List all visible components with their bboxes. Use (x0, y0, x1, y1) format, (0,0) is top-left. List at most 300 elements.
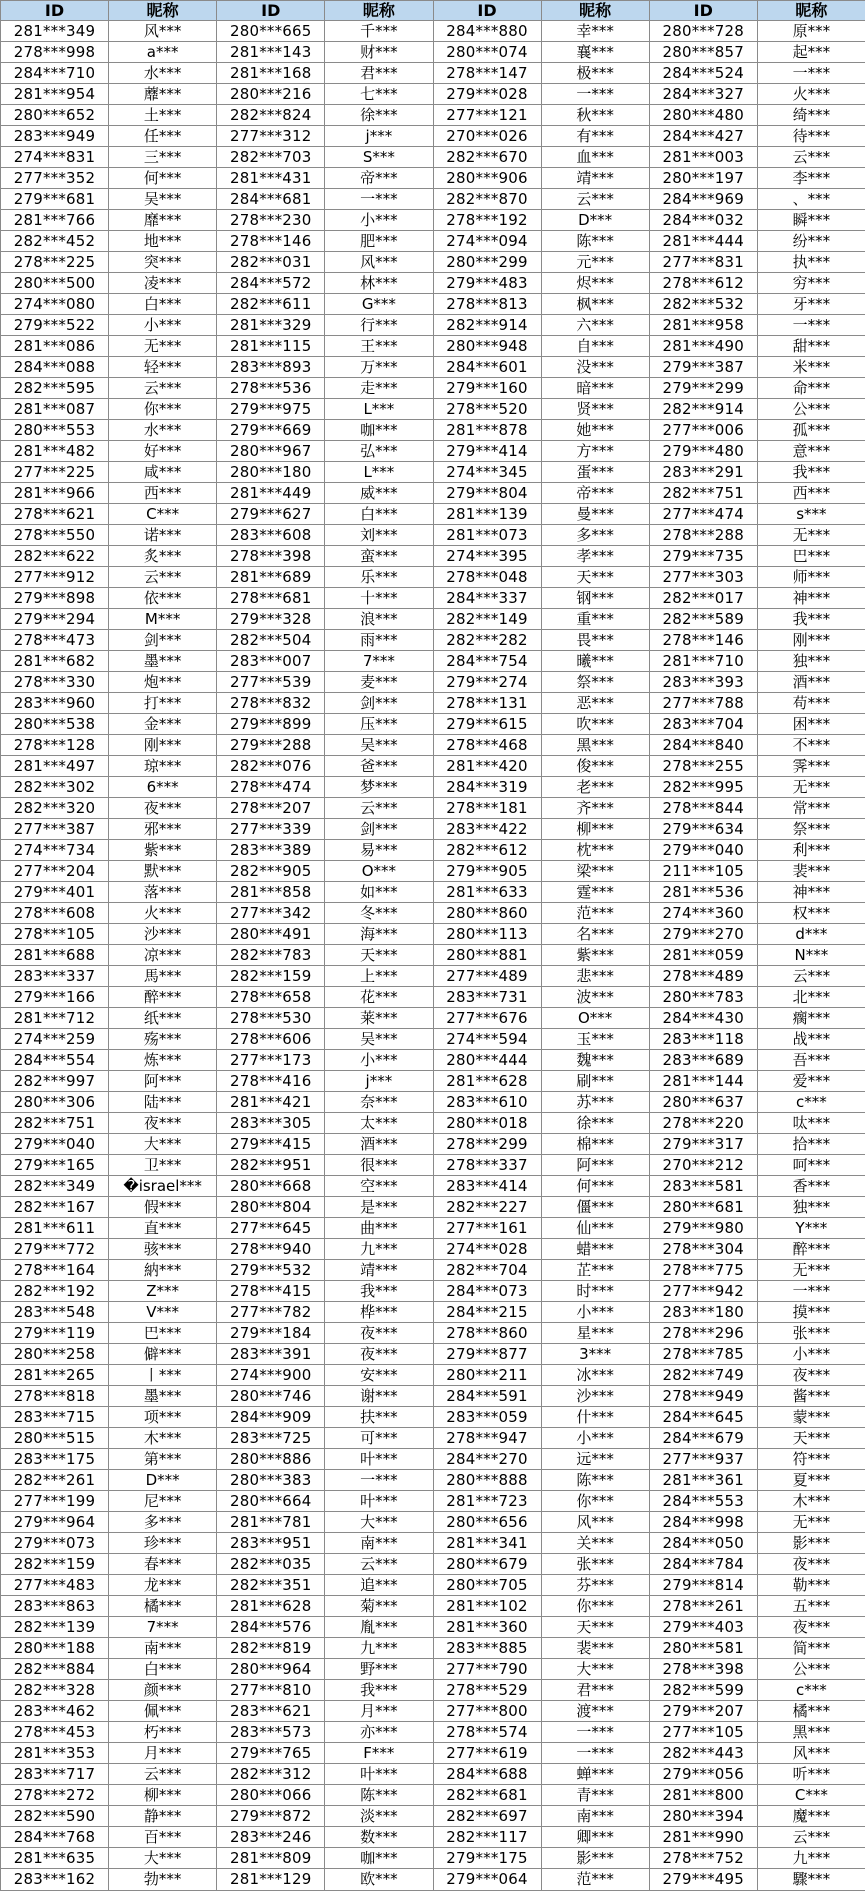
nickname-cell: 吴*** (109, 189, 217, 210)
user-id-cell: 282***704 (433, 1260, 541, 1281)
table-row (1, 168, 865, 189)
nickname-cell: 我*** (325, 1281, 433, 1302)
nickname-cell: 纷*** (757, 231, 865, 252)
nickname-cell: 云*** (109, 378, 217, 399)
user-id-cell: 279***056 (649, 1764, 757, 1785)
nickname-cell: 幸*** (541, 21, 649, 42)
user-id-cell: 284***032 (649, 210, 757, 231)
nickname-cell: 夜*** (757, 1365, 865, 1386)
user-id-cell: 280***066 (217, 1785, 325, 1806)
user-id-cell: 281***781 (217, 1512, 325, 1533)
nickname-cell: 天*** (325, 945, 433, 966)
table-row (1, 840, 865, 861)
nickname-cell: 绮*** (757, 105, 865, 126)
nickname-cell: 数*** (325, 1827, 433, 1848)
user-id-cell: 279***804 (433, 483, 541, 504)
user-id-cell: 274***395 (433, 546, 541, 567)
header-row (1, 1, 865, 21)
nickname-cell: 大*** (109, 1134, 217, 1155)
nickname-cell: 小*** (325, 210, 433, 231)
user-id-cell: 278***775 (649, 1260, 757, 1281)
user-id-cell: 211***105 (649, 861, 757, 882)
user-id-cell: 279***387 (649, 357, 757, 378)
user-id-cell: 280***180 (217, 462, 325, 483)
user-id-cell: 284***998 (649, 1512, 757, 1533)
nickname-cell: 听*** (757, 1764, 865, 1785)
user-id-cell: 280***656 (433, 1512, 541, 1533)
user-id-cell: 282***951 (217, 1155, 325, 1176)
table-row (1, 924, 865, 945)
nickname-cell: 瘸*** (757, 1008, 865, 1029)
nickname-cell: 她*** (541, 420, 649, 441)
nickname-cell: 徐*** (325, 105, 433, 126)
nickname-cell: 我*** (757, 462, 865, 483)
user-id-cell: 282***443 (649, 1743, 757, 1764)
user-id-cell: 278***337 (433, 1155, 541, 1176)
nickname-cell: 老*** (541, 777, 649, 798)
nickname-cell: 王*** (325, 336, 433, 357)
nickname-cell: 7*** (109, 1617, 217, 1638)
user-id-cell: 282***884 (1, 1659, 109, 1680)
nickname-cell: 菊*** (325, 1596, 433, 1617)
nickname-cell: 项*** (109, 1407, 217, 1428)
nickname-cell: 裴*** (541, 1638, 649, 1659)
nickname-cell: 珍*** (109, 1533, 217, 1554)
nickname-cell: 波*** (541, 987, 649, 1008)
table-row (1, 273, 865, 294)
user-id-cell: 281***536 (649, 882, 757, 903)
user-id-cell: 282***532 (649, 294, 757, 315)
table-row (1, 1533, 865, 1554)
nickname-cell: 叶*** (325, 1491, 433, 1512)
user-id-cell: 278***146 (649, 630, 757, 651)
nickname-cell: D*** (541, 210, 649, 231)
nickname-cell: 命*** (757, 378, 865, 399)
nickname-cell: 肥*** (325, 231, 433, 252)
user-id-cell: 278***998 (1, 42, 109, 63)
nickname-cell: 简*** (757, 1638, 865, 1659)
user-id-cell: 278***146 (217, 231, 325, 252)
user-id-cell: 281***723 (433, 1491, 541, 1512)
nickname-cell: 醉*** (757, 1239, 865, 1260)
nickname-cell: 莱*** (325, 1008, 433, 1029)
user-id-cell: 284***215 (433, 1302, 541, 1323)
table-row (1, 336, 865, 357)
user-id-cell: 278***813 (433, 294, 541, 315)
nickname-cell: 意*** (757, 441, 865, 462)
user-id-cell: 284***572 (217, 273, 325, 294)
user-id-cell: 278***272 (1, 1785, 109, 1806)
user-id-cell: 277***173 (217, 1050, 325, 1071)
nickname-cell: 冬*** (325, 903, 433, 924)
nickname-cell: 九*** (325, 1638, 433, 1659)
user-id-cell: 284***576 (217, 1617, 325, 1638)
nickname-cell: 任*** (109, 126, 217, 147)
user-id-cell: 278***105 (1, 924, 109, 945)
table-row (1, 945, 865, 966)
column-header-id-2: ID (217, 1, 325, 21)
nickname-cell: 巴*** (109, 1323, 217, 1344)
nickname-cell: 俊*** (541, 756, 649, 777)
table-row (1, 1449, 865, 1470)
table-row (1, 1848, 865, 1869)
user-id-cell: 284***524 (649, 63, 757, 84)
user-id-cell: 279***415 (217, 1134, 325, 1155)
user-id-cell: 282***149 (433, 609, 541, 630)
nickname-cell: 曲*** (325, 1218, 433, 1239)
column-header-nickname-1: 昵称 (109, 1, 217, 21)
column-header-id-1: ID (1, 1, 109, 21)
nickname-cell: 默*** (109, 861, 217, 882)
nickname-cell: 云*** (109, 1764, 217, 1785)
nickname-cell: 师*** (757, 567, 865, 588)
user-id-cell: 282***320 (1, 798, 109, 819)
user-id-cell: 284***645 (649, 1407, 757, 1428)
table-row (1, 1386, 865, 1407)
nickname-cell: 酒*** (757, 672, 865, 693)
nickname-cell: 名*** (541, 924, 649, 945)
user-id-cell: 284***710 (1, 63, 109, 84)
user-id-cell: 281***420 (433, 756, 541, 777)
nickname-cell: 驟*** (757, 1869, 865, 1891)
nickname-cell: 叶*** (325, 1449, 433, 1470)
nickname-cell: 3*** (541, 1344, 649, 1365)
nickname-cell: 火*** (109, 903, 217, 924)
user-id-cell: 277***339 (217, 819, 325, 840)
user-id-cell: 277***800 (433, 1701, 541, 1722)
user-id-cell: 274***345 (433, 462, 541, 483)
table-row (1, 1197, 865, 1218)
nickname-cell: 六*** (541, 315, 649, 336)
table-row (1, 525, 865, 546)
user-id-cell: 280***211 (433, 1365, 541, 1386)
user-id-cell: 281***878 (433, 420, 541, 441)
user-id-cell: 284***050 (649, 1533, 757, 1554)
nickname-cell: �israel*** (109, 1176, 217, 1197)
table-row (1, 609, 865, 630)
user-id-cell: 278***147 (433, 63, 541, 84)
column-header-nickname-2: 昵称 (325, 1, 433, 21)
user-id-cell: 282***612 (433, 840, 541, 861)
user-id-cell: 283***725 (217, 1428, 325, 1449)
nickname-cell: 我*** (325, 1680, 433, 1701)
user-id-cell: 283***689 (649, 1050, 757, 1071)
nickname-cell: 一*** (541, 1743, 649, 1764)
table-header (1, 1, 865, 21)
user-id-cell: 283***305 (217, 1113, 325, 1134)
nickname-cell: 芷*** (541, 1260, 649, 1281)
user-id-cell: 279***040 (649, 840, 757, 861)
nickname-cell: V*** (109, 1302, 217, 1323)
nickname-cell: 百*** (109, 1827, 217, 1848)
nickname-cell: 打*** (109, 693, 217, 714)
user-id-cell: 283***246 (217, 1827, 325, 1848)
table-row (1, 1806, 865, 1827)
nickname-cell: 纸*** (109, 1008, 217, 1029)
table-row (1, 1701, 865, 1722)
user-id-cell: 281***766 (1, 210, 109, 231)
user-id-cell: 281***139 (433, 504, 541, 525)
user-id-cell: 282***914 (433, 315, 541, 336)
nickname-cell: 咖*** (325, 420, 433, 441)
nickname-cell: 夜*** (757, 1554, 865, 1575)
nickname-cell: 天*** (541, 1617, 649, 1638)
nickname-cell: 剑*** (109, 630, 217, 651)
user-id-cell: 282***227 (433, 1197, 541, 1218)
user-id-cell: 270***026 (433, 126, 541, 147)
nickname-cell: 夜*** (325, 1323, 433, 1344)
user-id-cell: 280***394 (649, 1806, 757, 1827)
nickname-cell: 呵*** (757, 1155, 865, 1176)
user-id-cell: 279***403 (649, 1617, 757, 1638)
nickname-cell: 自*** (541, 336, 649, 357)
user-id-cell: 284***679 (649, 1428, 757, 1449)
user-id-cell: 281***712 (1, 1008, 109, 1029)
user-id-cell: 280***881 (433, 945, 541, 966)
user-id-cell: 282***995 (649, 777, 757, 798)
table-row (1, 21, 865, 42)
nickname-cell: 不*** (757, 735, 865, 756)
nickname-cell: 大*** (541, 1659, 649, 1680)
nickname-cell: 米*** (757, 357, 865, 378)
table-row (1, 252, 865, 273)
nickname-cell: 安*** (325, 1365, 433, 1386)
user-id-cell: 279***073 (1, 1533, 109, 1554)
user-id-cell: 282***035 (217, 1554, 325, 1575)
table-row (1, 210, 865, 231)
nickname-cell: 天*** (541, 567, 649, 588)
table-row (1, 1407, 865, 1428)
nickname-cell: 奈*** (325, 1092, 433, 1113)
nickname-cell: 浪*** (325, 609, 433, 630)
user-id-cell: 281***633 (433, 882, 541, 903)
nickname-cell: 权*** (757, 903, 865, 924)
nickname-cell: 七*** (325, 84, 433, 105)
user-id-cell: 284***337 (433, 588, 541, 609)
user-id-cell: 278***304 (649, 1239, 757, 1260)
nickname-cell: 橘*** (109, 1596, 217, 1617)
user-id-cell: 282***599 (649, 1680, 757, 1701)
user-id-cell: 284***319 (433, 777, 541, 798)
nickname-cell: 琼*** (109, 756, 217, 777)
nickname-cell: 落*** (109, 882, 217, 903)
nickname-cell: 陆*** (109, 1092, 217, 1113)
nickname-cell: 帝*** (325, 168, 433, 189)
nickname-cell: 云*** (325, 1554, 433, 1575)
user-id-cell: 277***387 (1, 819, 109, 840)
nickname-cell: 6*** (109, 777, 217, 798)
nickname-cell: 直*** (109, 1218, 217, 1239)
user-id-cell: 283***621 (217, 1701, 325, 1722)
user-id-cell: 278***415 (217, 1281, 325, 1302)
user-id-cell: 278***220 (649, 1113, 757, 1134)
nickname-cell: 弘*** (325, 441, 433, 462)
table-row (1, 1470, 865, 1491)
user-id-cell: 282***504 (217, 630, 325, 651)
user-id-cell: 284***553 (649, 1491, 757, 1512)
nickname-cell: 靡*** (109, 210, 217, 231)
nickname-cell: 我*** (757, 609, 865, 630)
nickname-cell: 炙*** (109, 546, 217, 567)
user-id-cell: 278***785 (649, 1344, 757, 1365)
user-id-cell: 283***175 (1, 1449, 109, 1470)
nickname-cell: 易*** (325, 840, 433, 861)
nickname-cell: 什*** (541, 1407, 649, 1428)
nickname-cell: 夏*** (757, 1470, 865, 1491)
nickname-cell: 玉*** (541, 1029, 649, 1050)
nickname-cell: N*** (757, 945, 865, 966)
table-row (1, 1827, 865, 1848)
nickname-cell: 蜡*** (541, 1239, 649, 1260)
nickname-cell: 紫*** (109, 840, 217, 861)
nickname-cell: 爱*** (757, 1071, 865, 1092)
nickname-cell: 沙*** (541, 1386, 649, 1407)
user-id-cell: 281***265 (1, 1365, 109, 1386)
user-id-cell: 274***831 (1, 147, 109, 168)
user-id-cell: 281***059 (649, 945, 757, 966)
user-id-cell: 274***080 (1, 294, 109, 315)
user-id-cell: 281***628 (433, 1071, 541, 1092)
nickname-cell: 小*** (757, 1344, 865, 1365)
user-id-cell: 277***912 (1, 567, 109, 588)
nickname-cell: 突*** (109, 252, 217, 273)
nickname-cell: 橘*** (757, 1701, 865, 1722)
nickname-cell: 醉*** (109, 987, 217, 1008)
user-id-cell: 278***832 (217, 693, 325, 714)
nickname-cell: 无*** (109, 336, 217, 357)
nickname-cell: 卫*** (109, 1155, 217, 1176)
user-id-cell: 284***681 (217, 189, 325, 210)
nickname-cell: 骇*** (109, 1239, 217, 1260)
nickname-cell: 上*** (325, 966, 433, 987)
nickname-cell: 夜*** (109, 798, 217, 819)
user-id-cell: 281***688 (1, 945, 109, 966)
nickname-cell: 云*** (757, 966, 865, 987)
table-body (1, 21, 865, 1891)
nickname-cell: 如*** (325, 882, 433, 903)
nickname-cell: 空*** (325, 1176, 433, 1197)
nickname-cell: 原*** (757, 21, 865, 42)
nickname-cell: 钢*** (541, 588, 649, 609)
table-row (1, 1113, 865, 1134)
nickname-cell: 苟*** (757, 693, 865, 714)
user-id-cell: 280***074 (433, 42, 541, 63)
nickname-cell: 月*** (109, 1743, 217, 1764)
user-id-cell: 279***299 (649, 378, 757, 399)
user-id-cell: 277***161 (433, 1218, 541, 1239)
table-row (1, 861, 865, 882)
user-id-cell: 279***872 (217, 1806, 325, 1827)
nickname-cell: j*** (325, 1071, 433, 1092)
user-id-cell: 279***483 (433, 273, 541, 294)
nickname-cell: 剑*** (325, 819, 433, 840)
user-id-cell: 283***462 (1, 1701, 109, 1722)
user-id-cell: 283***573 (217, 1722, 325, 1743)
nickname-cell: 太*** (325, 1113, 433, 1134)
user-id-cell: 281***329 (217, 315, 325, 336)
nickname-cell: 吾*** (757, 1050, 865, 1071)
user-id-cell: 281***809 (217, 1848, 325, 1869)
nickname-cell: a*** (109, 42, 217, 63)
user-id-cell: 284***688 (433, 1764, 541, 1785)
user-id-cell: 278***296 (649, 1323, 757, 1344)
user-id-cell: 282***139 (1, 1617, 109, 1638)
nickname-cell: 酱*** (757, 1386, 865, 1407)
nickname-cell: 陈*** (541, 1470, 649, 1491)
nickname-cell: 祭*** (757, 819, 865, 840)
table-row (1, 1680, 865, 1701)
nickname-cell: 林*** (325, 273, 433, 294)
user-id-cell: 281***144 (649, 1071, 757, 1092)
user-id-cell: 279***615 (433, 714, 541, 735)
user-id-cell: 284***840 (649, 735, 757, 756)
user-id-cell: 279***735 (649, 546, 757, 567)
nickname-cell: 无*** (757, 1512, 865, 1533)
nickname-cell: 大*** (325, 1512, 433, 1533)
nickname-cell: 黑*** (541, 735, 649, 756)
user-id-cell: 278***128 (1, 735, 109, 756)
user-id-cell: 282***595 (1, 378, 109, 399)
user-id-cell: 279***898 (1, 588, 109, 609)
nickname-cell: 独*** (757, 1197, 865, 1218)
user-id-cell: 280***491 (217, 924, 325, 945)
nickname-cell: 青*** (541, 1785, 649, 1806)
user-id-cell: 283***548 (1, 1302, 109, 1323)
nickname-cell: 勒*** (757, 1575, 865, 1596)
user-id-cell: 279***328 (217, 609, 325, 630)
nickname-cell: 凉*** (109, 945, 217, 966)
table-row (1, 147, 865, 168)
nickname-cell: 殇*** (109, 1029, 217, 1050)
user-id-cell: 278***192 (433, 210, 541, 231)
nickname-cell: 蒙*** (757, 1407, 865, 1428)
user-id-cell: 279***975 (217, 399, 325, 420)
user-id-cell: 280***500 (1, 273, 109, 294)
table-row (1, 1638, 865, 1659)
user-id-cell: 280***637 (649, 1092, 757, 1113)
table-row (1, 1491, 865, 1512)
table-row (1, 1281, 865, 1302)
nickname-cell: 咖*** (325, 1848, 433, 1869)
table-row (1, 882, 865, 903)
user-id-cell: 283***422 (433, 819, 541, 840)
table-row (1, 1869, 865, 1891)
table-row (1, 1050, 865, 1071)
nickname-cell: 水*** (109, 420, 217, 441)
user-id-cell: 280***668 (217, 1176, 325, 1197)
nickname-cell: 远*** (541, 1449, 649, 1470)
user-id-cell: 279***274 (433, 672, 541, 693)
nickname-cell: 淡*** (325, 1806, 433, 1827)
user-id-cell: 283***893 (217, 357, 325, 378)
nickname-cell: 何*** (541, 1176, 649, 1197)
column-header-id-3: ID (433, 1, 541, 21)
nickname-cell: 佩*** (109, 1701, 217, 1722)
nickname-cell: 云*** (541, 189, 649, 210)
nickname-cell: M*** (109, 609, 217, 630)
user-id-cell: 282***031 (217, 252, 325, 273)
user-id-cell: 281***710 (649, 651, 757, 672)
user-id-cell: 279***270 (649, 924, 757, 945)
user-id-cell: 284***270 (433, 1449, 541, 1470)
nickname-cell: 待*** (757, 126, 865, 147)
user-id-cell: 284***880 (433, 21, 541, 42)
nickname-cell: 枕*** (541, 840, 649, 861)
table-row (1, 1764, 865, 1785)
nickname-cell: 霁*** (757, 756, 865, 777)
user-id-cell: 277***303 (649, 567, 757, 588)
user-id-cell: 278***529 (433, 1680, 541, 1701)
